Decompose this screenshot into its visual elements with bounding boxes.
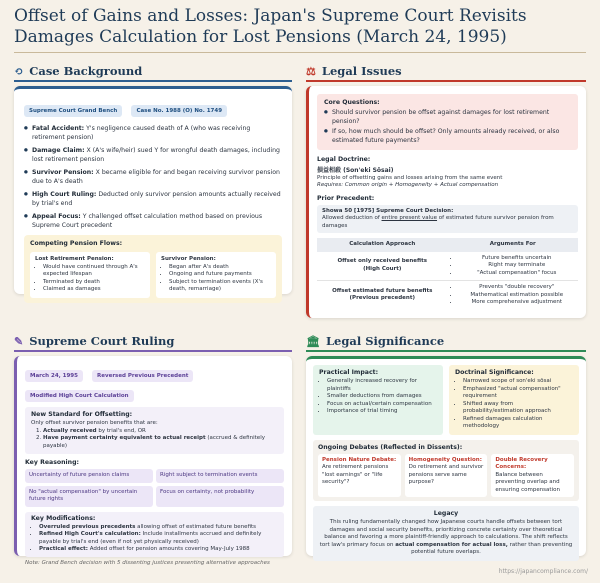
legacy-box: Legacy This ruling fundamentally changed how Japanese courts handle offsets between tort damages and social security benefits, prioritizing concrete certainty over theoretical balance and favoring a more plaintiff-friendly approach to calculations. The shift reflects tort law's primary focus on actual compensation for actual loss, rather than preventing potential future overlaps. xyxy=(313,506,579,561)
dissent-note: Note: Grand Bench decision with 5 dissenting justices presenting alternative approaches xyxy=(25,559,270,566)
doctrinal-box: Doctrinal Significance: • Narrowed scope of son'eki sōsai • Emphasized "actual compensation" requirement • Shifted away from probability/estimation approach • Refined damages calculation methodology xyxy=(449,365,579,435)
case-number-badge: Case No. 1988 (O) No. 1749 xyxy=(131,105,227,117)
page-title: Offset of Gains and Losses: Japan's Supreme Court Revisits Damages Calculation for Lost Pensions (March 24, 1995) xyxy=(14,6,527,47)
list-item: 1. Actually received by trial's end, OR xyxy=(43,428,278,436)
history-icon: ⟲ xyxy=(14,64,24,78)
modified-badge: Modified High Court Calculation xyxy=(25,390,134,402)
debate-item: Homogeneity Question: Do retirement and survivor pensions serve same purpose? xyxy=(405,454,488,498)
significance-card xyxy=(306,356,586,556)
reversed-badge: Reversed Previous Precedent xyxy=(92,370,193,382)
list-item: ● Should survivor pension be offset against damages for lost retirement pension? xyxy=(324,109,571,126)
court-badge: Supreme Court Grand Bench xyxy=(24,105,122,117)
lost-pension-box: Lost Retirement Pension: • Would have continued through A's expected lifespan • Terminated by death • Claimed as damages xyxy=(30,252,150,298)
approach-table: Calculation Approach Arguments For Offset only received benefits (High Court) • Future benefits uncertain • Right may terminate • "Actual compensation" focus Offset estimated future benefits (Previous precedent) • Prevents "double recovery" • Mathematical estimation possible • More comprehensive adjustment xyxy=(317,238,578,310)
title-divider xyxy=(14,52,586,53)
prior-precedent-box: Showa 50 [1975] Supreme Court Decision: Allowed deduction of entire present value of estimated future survivor pension from damages xyxy=(317,205,578,234)
reasoning-chip: Right subject to termination events xyxy=(156,469,284,483)
list-item: ● Fatal Accident: Y's negligence caused death of A (who was receiving retirement pension) xyxy=(24,125,282,142)
modifications-box: Key Modifications: • Overruled previous precedents allowing offset of estimated future benefits • Refined High Court's calculation: Include installments accrued and definitely payable by trial's end (even if not yet physically received) • Practical effect: Added offset for pension amounts covering May-July 1988 xyxy=(25,512,284,557)
section-rule-significance xyxy=(306,350,586,352)
ruling-card: March 24, 1995 Reversed Previous Precedent Modified High Court Calculation New Standard for Offsetting: Only offset survivor pension benefits that are: 1. Actually received by trial's end, OR 2. Have payment certainty equivalent to actual receipt (accrued & definitely payable) Key Reasoning: Uncertainty of future pension claims Right subject to termination events No "actual compensation" by uncertain future rights Focus on certainty, not probability Key Modifications: • Overruled previous precedents allowing offset of estimated future benefits • Refined High Court's calculation: Include installments accrued and definitely payable by trial's end (even if not yet physically received) • Practical effect: Added offset for pension amounts covering May-July 1988 Note: Grand Bench decision with 5 dissenting justices presenting alternative approaches xyxy=(14,356,292,556)
debate-item: Double Recovery Concerns: Balance between preventing overlap and ensuring compensation xyxy=(491,454,574,498)
list-item: ● If so, how much should be offset? Only amounts already received, or also estimated future payments? xyxy=(324,128,571,145)
list-item: • Refined High Court's calculation: Include installments accrued and definitely payable by trial's end (even if not yet physically received) xyxy=(39,531,278,546)
section-rule-issues xyxy=(306,80,586,82)
section-rule-ruling xyxy=(14,350,292,352)
background-card xyxy=(14,86,292,294)
list-item: ● Appeal Focus: Y challenged offset calculation method based on previous Supreme Court precedent xyxy=(24,213,282,230)
reasoning-chip: Uncertainty of future pension claims xyxy=(25,469,153,483)
footer-url[interactable]: https://japancompliance.com/ xyxy=(498,568,588,575)
list-item: • Practical effect: Added offset for pension amounts covering May-July 1988 xyxy=(39,546,278,554)
scales-icon: ⚖ xyxy=(306,64,316,78)
list-item: ● Damage Claim: X (A's wife/heir) sued Y for wrongful death damages, including lost retirement pension xyxy=(24,147,282,164)
section-heading-issues: ⚖ Legal Issues xyxy=(306,64,402,78)
list-item: 2. Have payment certainty equivalent to actual receipt (accrued & definitely payable) xyxy=(43,435,278,450)
list-item: ● Survivor Pension: X became eligible for and began receiving survivor pension due to A's death xyxy=(24,169,282,186)
section-heading-background: ⟲ Case Background xyxy=(14,64,143,78)
gavel-icon: ✎ xyxy=(14,334,24,348)
debate-item: Pension Nature Debate: Are retirement pensions "lost earnings" or "life security"? xyxy=(318,454,401,498)
reasoning-chip: No "actual compensation" by uncertain future rights xyxy=(25,486,153,507)
date-badge: March 24, 1995 xyxy=(25,370,83,382)
survivor-pension-box: Survivor Pension: • Began after A's death • Ongoing and future payments • Subject to termination events (X's death, remarriage) xyxy=(156,252,276,298)
table-row: Offset only received benefits (High Court) • Future benefits uncertain • Right may terminate • "Actual compensation" focus xyxy=(317,252,578,281)
pension-flows-box: Competing Pension Flows: Lost Retirement Pension: • Would have continued through A's expected lifespan • Terminated by death • Claimed as damages Survivor Pension: • Began after A's death • Ongoing and future payments • Subject to termination events (X's death, remarriage) xyxy=(24,235,282,303)
table-row: Offset estimated future benefits (Previous precedent) • Prevents "double recovery" • Mathematical estimation possible • More comprehensive adjustment xyxy=(317,281,578,310)
issues-card: Core Questions: ● Should survivor pension be offset against damages for lost retirement pension? ● If so, how much should be offset? Only amounts already received, or also estimated future payments? Legal Doctrine: 損益相殺 (Son'eki Sōsai) Principle of offsetting gains and losses arising from the same event Requires: Common origin + Homogeneity + Actual compensation Prior Precedent: Showa 50 [1975] Supreme Court Decision: Allowed deduction of entire present value of estimated future survivor pension from damages Calculation Approach Arguments For Offset only received benefits (High Court) • Future benefits uncertain • Right may terminate • "Actual compensation" focus Offset estimated future benefits (Previous precedent) • Prevents "double recovery" • Mathematical estimation possible • More comprehensive adjustment xyxy=(306,86,586,318)
doctrine-name: 損益相殺 (Son'eki Sōsai) xyxy=(317,167,394,174)
core-questions-box: Core Questions: ● Should survivor pension be offset against damages for lost retirement pension? ● If so, how much should be offset? Only amounts already received, or also estimated future payments? xyxy=(317,94,578,150)
section-heading-ruling: ✎ Supreme Court Ruling xyxy=(14,334,175,348)
list-item: • Overruled previous precedents allowing offset of estimated future benefits xyxy=(39,524,278,532)
debates-box: Ongoing Debates (Reflected in Dissents): Pension Nature Debate: Are retirement pensions "lost earnings" or "life security"? Homogeneity Question: Do retirement and survivor pensions serve same purpose? Double Recovery Concerns: Balance between preventing overlap and ensuring compensation xyxy=(313,440,579,502)
section-heading-significance: 🏛 Legal Significance xyxy=(306,334,445,348)
background-list xyxy=(24,125,282,230)
practical-impact-box: Practical Impact: • Generally increased recovery for plaintiffs • Smaller deductions from damages • Focus on actual/certain compensation • Importance of trial timing xyxy=(313,365,443,435)
section-rule-background xyxy=(14,80,292,82)
list-item: ● High Court Ruling: Deducted only survivor pension amounts actually received by trial's end xyxy=(24,191,282,208)
new-standard-box: New Standard for Offsetting: Only offset survivor pension benefits that are: 1. Actually received by trial's end, OR 2. Have payment certainty equivalent to actual receipt (accrued & definitely payable) xyxy=(25,407,284,454)
institution-icon: 🏛 xyxy=(306,334,320,348)
reasoning-chip: Focus on certainty, not probability xyxy=(156,486,284,507)
